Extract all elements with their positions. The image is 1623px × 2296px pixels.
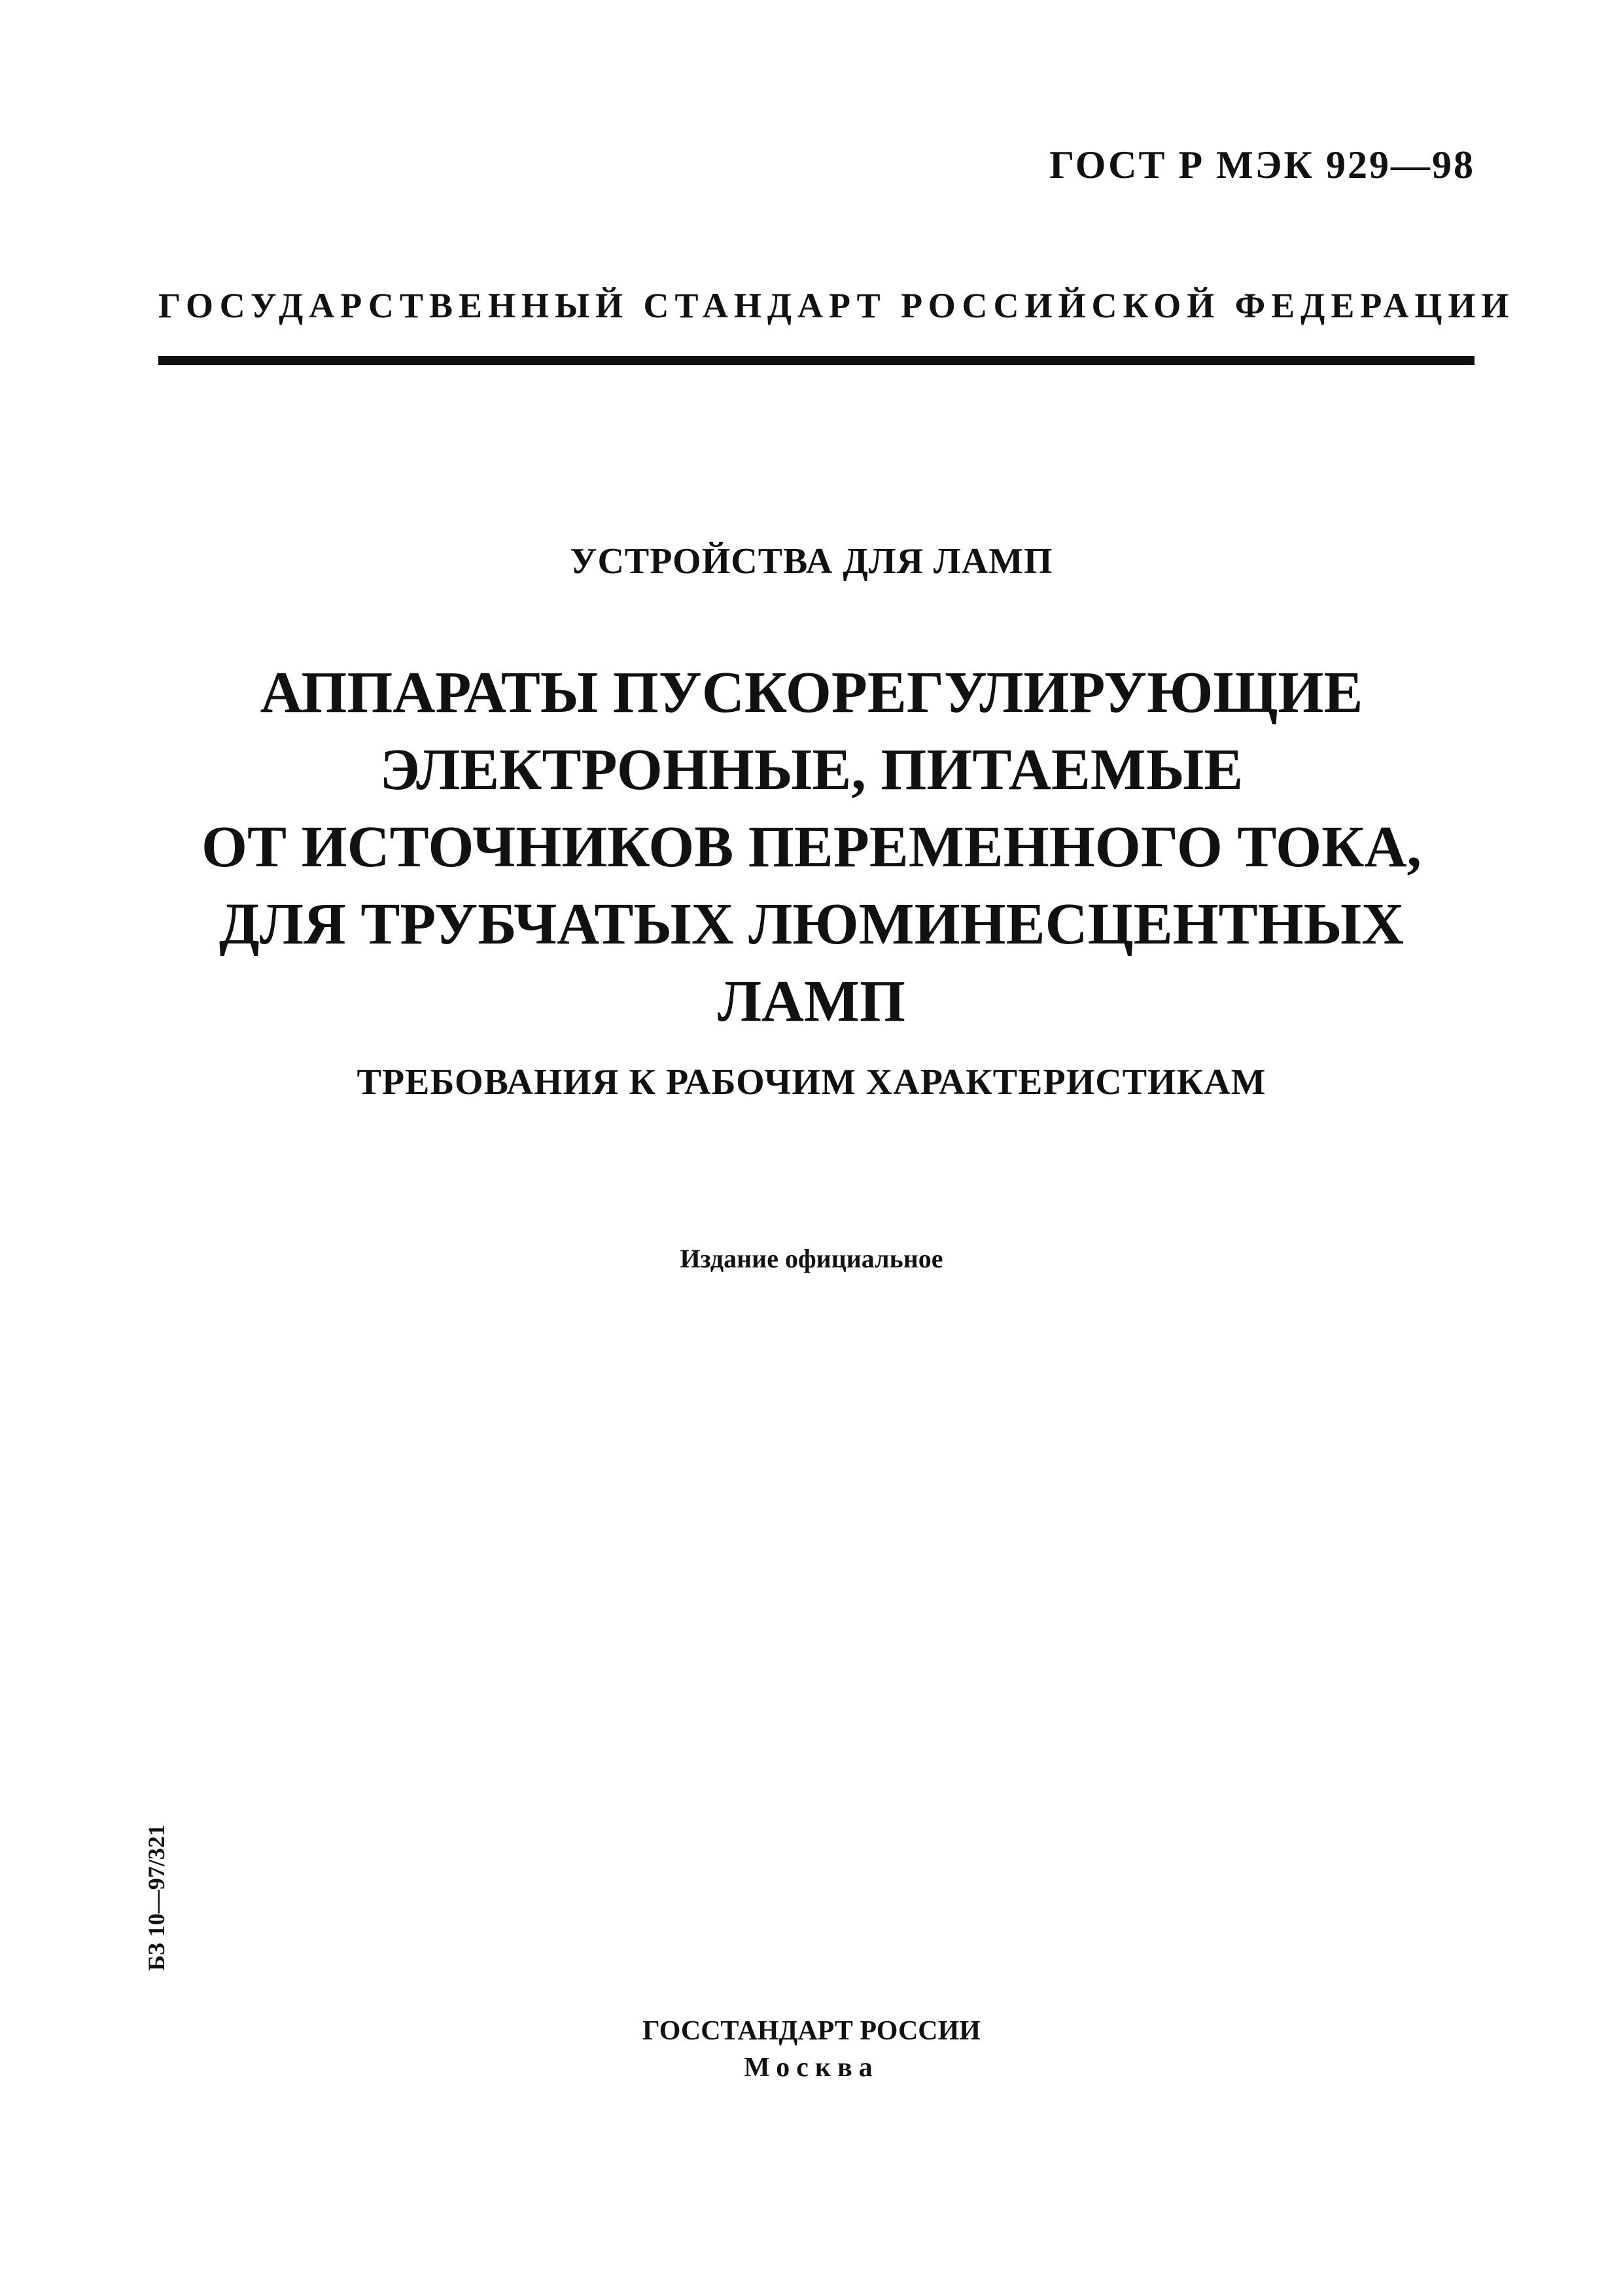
- side-code: БЗ 10—97/321: [143, 1824, 169, 1971]
- main-title-line: ЛАМП: [717, 969, 905, 1034]
- main-title: [0, 654, 1623, 1040]
- edition-note: Издание официальное: [680, 1244, 943, 1273]
- standard-code: ГОСТ Р МЭК 929—98: [1049, 143, 1475, 186]
- main-title-line: ОТ ИСТОЧНИКОВ ПЕРЕМЕННОГО ТОКА,: [201, 815, 1422, 879]
- subtitle: ТРЕБОВАНИЯ К РАБОЧИМ ХАРАКТЕРИСТИКАМ: [357, 1062, 1266, 1103]
- state-standard-heading: ГОСУДАРСТВЕННЫЙ СТАНДАРТ РОССИЙСКОЙ ФЕДЕРАЦИИ: [158, 286, 1515, 325]
- header-divider: [158, 356, 1475, 365]
- main-title-line: ЭЛЕКТРОННЫЕ, ПИТАЕМЫЕ: [379, 737, 1244, 802]
- publisher-city: Москва: [744, 2053, 879, 2083]
- category-title: УСТРОЙСТВА ДЛЯ ЛАМП: [570, 541, 1053, 582]
- main-title-line: ДЛЯ ТРУБЧАТЫХ ЛЮМИНЕСЦЕНТНЫХ: [218, 892, 1405, 957]
- publisher-block: [0, 2013, 1623, 2086]
- publisher-name: ГОССТАНДАРТ РОССИИ: [642, 2016, 981, 2046]
- main-title-line: АППАРАТЫ ПУСКОРЕГУЛИРУЮЩИЕ: [260, 660, 1363, 725]
